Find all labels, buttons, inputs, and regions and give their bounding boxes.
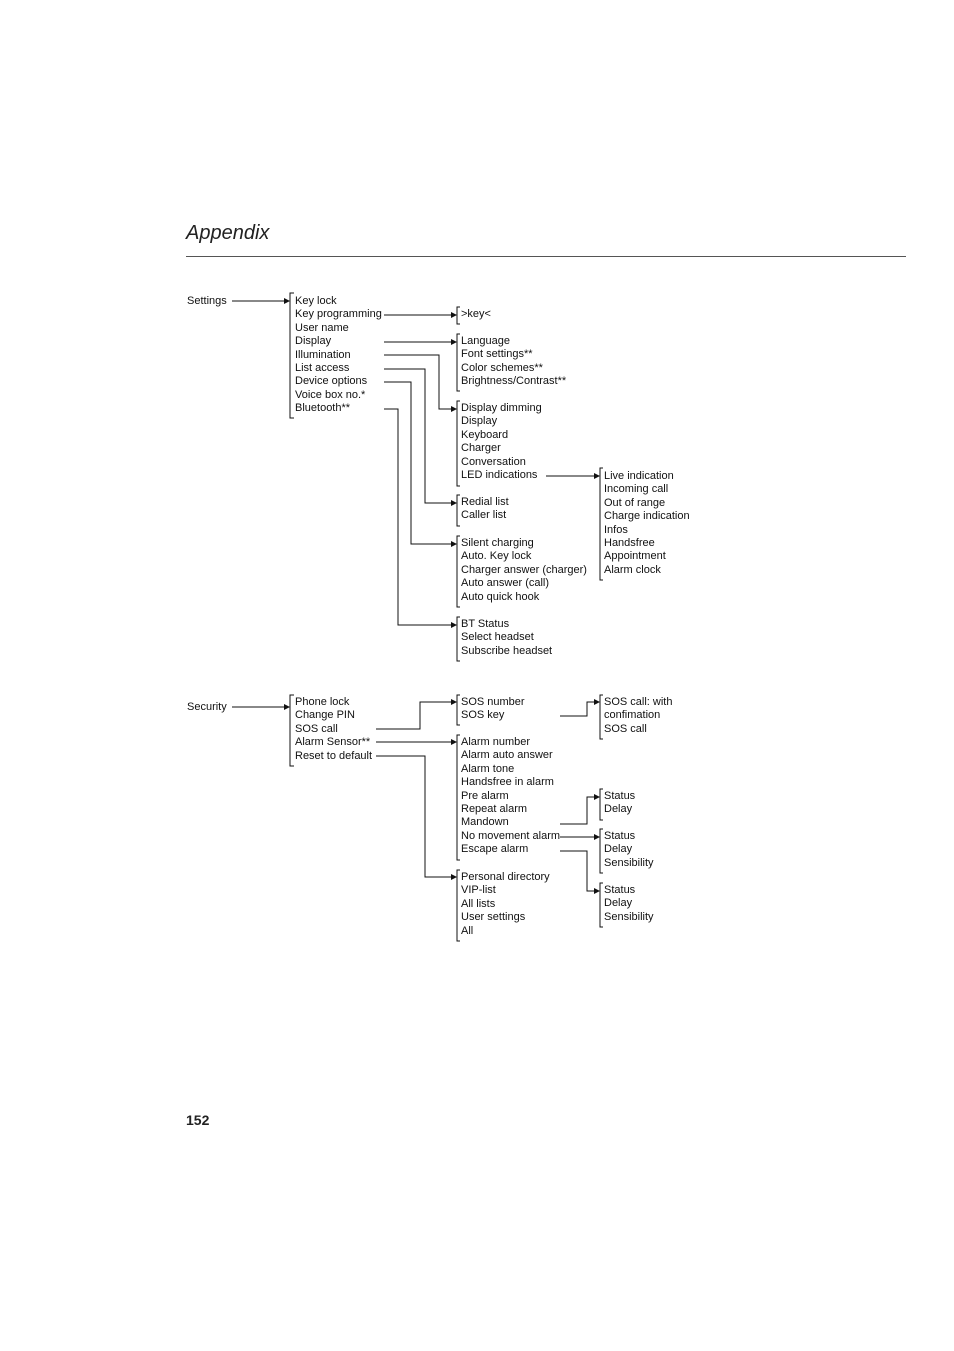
menu-item: Silent charging — [461, 537, 534, 549]
alarm-sensor-submenu — [461, 736, 560, 857]
menu-item: Status — [604, 830, 636, 842]
menu-item: Language — [461, 335, 510, 347]
menu-item: Pre alarm — [461, 789, 509, 802]
menu-item: Alarm Sensor** — [295, 736, 371, 749]
menu-item: Display — [295, 335, 332, 348]
menu-item: Escape alarm — [461, 843, 529, 856]
menu-item: Key lock — [295, 295, 337, 307]
menu-item: Bluetooth** — [295, 402, 351, 415]
menu-item: Subscribe headset — [461, 644, 553, 657]
menu-item: Handsfree in alarm — [461, 776, 554, 789]
menu-item: Sensibility — [604, 856, 654, 869]
menu-item: Appointment — [604, 550, 666, 563]
menu-item: Handsfree — [604, 536, 655, 549]
menu-item: VIP-list — [461, 884, 496, 897]
menu-item: Live indication — [604, 470, 674, 482]
menu-item: Display dimming — [461, 402, 542, 414]
display-submenu — [461, 335, 566, 389]
menu-item: Charger — [461, 442, 501, 455]
menu-item: Brightness/Contrast** — [461, 375, 567, 388]
menu-item: Auto answer (call) — [461, 577, 550, 590]
menu-item: Keyboard — [461, 428, 509, 441]
sos-key-submenu — [604, 696, 672, 736]
security-root-label: Security — [187, 701, 227, 713]
device-options-submenu — [461, 537, 587, 604]
menu-item: SOS call: with — [604, 696, 673, 708]
menu-item: >key< — [461, 308, 491, 320]
menu-item: User name — [295, 321, 349, 334]
menu-item: Out of range — [604, 496, 666, 509]
menu-item: SOS call — [295, 722, 338, 735]
menu-item: Status — [604, 790, 636, 802]
bluetooth-submenu — [461, 618, 552, 658]
menu-item: Mandown — [461, 816, 509, 829]
menu-item: BT Status — [461, 618, 510, 630]
mandown-submenu — [604, 790, 635, 817]
menu-item: Color schemes** — [461, 361, 543, 374]
menu-item: confimation — [604, 709, 661, 722]
menu-item: List access — [295, 361, 350, 374]
sos-call-submenu — [461, 696, 525, 723]
menu-item: Sensibility — [604, 910, 654, 923]
menu-item: Voice box no.* — [295, 388, 366, 401]
menu-item: Caller list — [461, 509, 507, 522]
settings-root-label: Settings — [187, 295, 227, 307]
menu-item: Auto. Key lock — [461, 550, 532, 563]
menu-item: Delay — [604, 803, 633, 816]
menu-item: Infos — [604, 523, 628, 536]
menu-item: LED indications — [461, 468, 538, 481]
menu-item: Font settings** — [461, 348, 533, 361]
illumination-submenu — [461, 402, 542, 482]
menu-item: SOS key — [461, 709, 505, 722]
list-access-submenu — [461, 496, 509, 523]
reset-to-default-submenu — [461, 871, 550, 938]
menu-item: Alarm clock — [604, 563, 661, 576]
menu-item: SOS number — [461, 696, 525, 708]
menu-item: Phone lock — [295, 696, 350, 708]
page-header-title: Appendix — [186, 222, 270, 244]
menu-item: Select headset — [461, 631, 534, 644]
page-number: 152 — [186, 1112, 210, 1128]
escape-alarm-submenu — [604, 884, 654, 924]
menu-item: Reset to default — [295, 749, 373, 762]
led-indications-submenu — [604, 470, 690, 577]
menu-item: No movement alarm — [461, 829, 561, 842]
menu-item: Conversation — [461, 455, 526, 468]
menu-item: Charger answer (charger) — [461, 563, 587, 576]
menu-item: SOS call — [604, 722, 647, 735]
key-programming-submenu — [461, 308, 491, 321]
menu-item: Key programming — [295, 308, 382, 321]
menu-item: Status — [604, 884, 636, 896]
menu-item: Charge indication — [604, 510, 690, 523]
menu-item: Change PIN — [295, 709, 355, 722]
menu-item: Display — [461, 415, 498, 428]
menu-item: Personal directory — [461, 871, 550, 883]
menu-item: User settings — [461, 911, 526, 924]
menu-item: Delay — [604, 843, 633, 856]
menu-item: Incoming call — [604, 483, 669, 496]
menu-item: Repeat alarm — [461, 802, 528, 815]
menu-item: Device options — [295, 375, 368, 388]
menu-item: Redial list — [461, 496, 509, 508]
security-level1-list — [295, 696, 372, 763]
menu-item: Auto quick hook — [461, 590, 540, 603]
menu-item: Illumination — [295, 348, 351, 361]
settings-level1-list — [295, 295, 382, 416]
menu-item: Alarm tone — [461, 762, 515, 775]
menu-item: Alarm number — [461, 736, 531, 748]
menu-item: All — [461, 924, 474, 937]
no-movement-alarm-submenu — [604, 830, 654, 870]
menu-item: Delay — [604, 897, 633, 910]
menu-item: Alarm auto answer — [461, 749, 553, 762]
menu-item: All lists — [461, 897, 496, 910]
